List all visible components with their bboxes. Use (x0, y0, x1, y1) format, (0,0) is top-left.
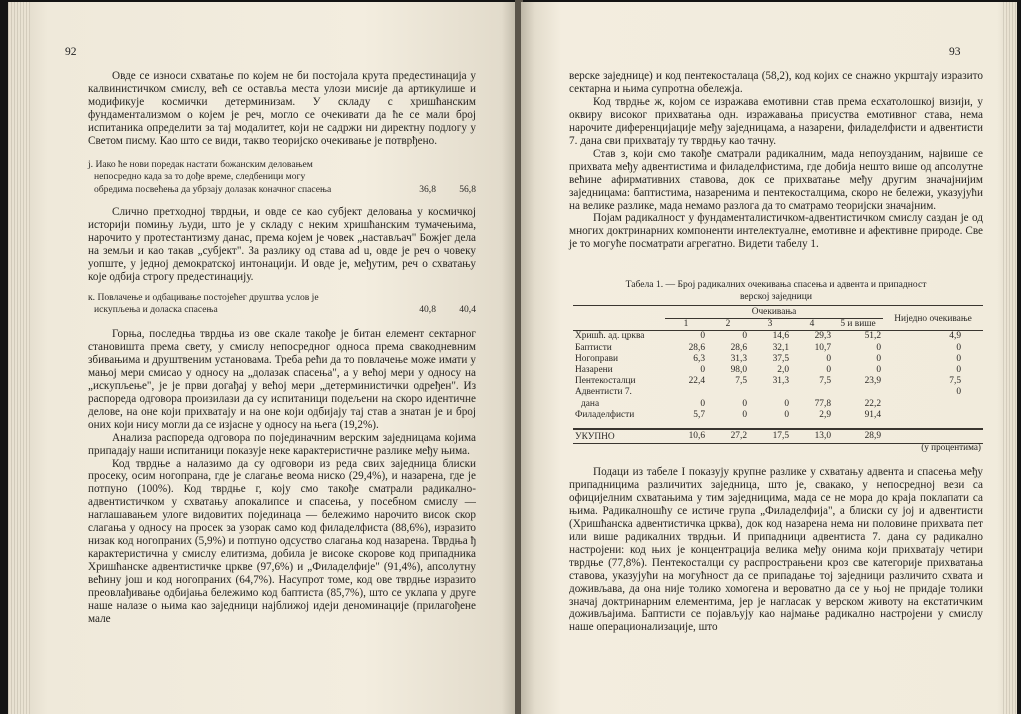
column-header: Ниједно очекивање (894, 313, 972, 324)
table-row: Пентекосталци 22,4 7,5 31,3 7,5 23,9 7,5 (575, 376, 961, 387)
paragraph: Подаци из табеле I показују крупне разлике у схватању адвента и спасења међу припадницима различитих заједница, што је, свакако, у непосредној вези са официјелним схватањима у тим заједницима, мада се не мора до краја поклапати са њима. Радикалношћу се истиче група „Филаделфија", а блиски су јој и адвентисти (Хришћанска адвентистичка црква), док код назарена нема ни половине прихвата пет или више радикалних тврдњи. И припадници адвентиста 7. дана су радикално настројени: код њих је концентрација велика међу онима који прихватају четири тврдње (77,8%). Пентекосталци су распрострањени кроз све категорије прихватања ставова, указујући на могућност да се припадање тој заједници различито схвата и доживљава, да она није толико хомогена и вероватно да се у њој не придаје толики значај доктринарним елементима, јер је нагласак у верском животу на екстатичким доживљајима. Баптисти се појављују као најмање радикално настројени у смислу наше операционализације, што (569, 466, 983, 634)
column-header: 1 (683, 319, 689, 330)
table-row: дана 0 0 0 77,8 22,2 (581, 398, 881, 409)
table-row: Назарени 0 98,0 2,0 0 0 0 (575, 365, 961, 376)
table-caption: Табела 1. — Број радикалних очекивања спасења и адвента и припадност верској заједници (625, 279, 927, 302)
table-row: Хришћ. ад. црква 0 0 14,6 29,3 51,2 4,9 (575, 331, 961, 342)
table-total-row: УКУПНО 10,6 27,2 17,5 13,0 28,9 (573, 429, 983, 444)
paragraph: верске заједнице) и код пентекосталаца (58,2), код којих се снажно укрштају изразито сектарна и њима супротна обележја. Код тврдње ж, којом се изражава емотивни став према есхатолошкој визији, у оквиру високог прихватања одн. изражавања присуства емотивног става, нема нарочите диференцијације међу заједницама, а назарени, филаделфисти и адвентисти 7. дана сви прихватају ту тврдњу као тачну. Став з, који смо такође сматрали радикалним, мада непоузданим, највише се прихвата међу адвентистима и филаделфистима, где добија нешто више од апсолутне већине афирмативних ставова, док се прихватање међу другим значајнијим заједницама: баптистима, назаренима и пентекосталцима, скоро не бележи, указујући на велике разлике, мада немамо разлога да то сматрамо теоријски значајним. Појам радикалност у фундаменталистичком-адвентистичком смислу саздан је од многих доктринарних компоненти интелектуалне, емотивне и афективне природе. Све је то могуће посматрати агрегатно. Видети табелу 1. (569, 70, 983, 251)
right-page (521, 2, 1017, 714)
paragraph: Горња, последња тврдња из ове скале такође је битан елемент сектарног становишта према свету, у смислу непосредног односа према свакодневним збивањима и друштвеним установама. Треба рећи да то повлачење може имати у мањој мери смисао у односу на „долазак спасења", а у већој мери у односу на „искупљење", је је први догађај у већој мери „детерминистички одређен". Из распореда одговора произилази да су испитаници подељени на скоро идентичне делове, на оне који прихватају и на оне који одбијају тај став а знатан је и број оних који нису могли да се изјасне у односу на њега (19,2%). Анализа распореда одговора по појединачним верским заједницама којима припадају наши испитаници показује неке карактеристичне разлике међу њима. Код тврдње а налазимо да су одговори из реда свих заједница блиски просеку, осим ногопрана, где је слагање веома ниско (29,4%), и назарена, где је потпуно (100%). Код тврдње г, коју смо такође сматрали радикално-адвентистичком у схватању апокалипсе и спасења, у посебном смислу — наглашавањем улоге видовитих појединаца — бележимо нарочито висок скор слагања у односу на просек за узорак само код филаделфиста (88,6%), изразито низак код ногопраних (5,9%) и потпуно одсуство слагања код назарена. Тврдња ђ карактеристична у смислу елитизма, добила је високе скорове код припадника Хришћанске адвентистичке цркве (97,6%) и „Филаделфије" (91,4%), апсолутну већину још и код ногопраних (64,7%). Насупрот томе, код ове тврдње изразито преовлађивање одбијања бележимо код баптиста (85,7%), што се уклапа у друге наше налазе о њима као заједници најближој идеји деноминације (прилагођене мале (88, 328, 476, 625)
item-label: непосредно када за то дође време, следбеници могу (94, 171, 306, 183)
column-header: 3 (767, 319, 773, 330)
item-label: обредима посвећења да убрзају долазак коначног спасења (94, 183, 332, 195)
page-number: 92 (65, 46, 77, 58)
item-label: ј. Иако ће нови поредак настати божанским деловањем (88, 159, 313, 170)
table-unit-note: (у процентима) (921, 442, 981, 452)
paragraph: Слично претходној тврдњи, и овде се као субјект деловања у космичкој историји помињу људи, што је у складу с неким хришћанским тумачењима, нарочито у протестантизму данас, према којем је човек „настављач" Божјег дела на земљи и као такав „субјект". За разлику од става ad u, овде је реч о човеку уопште, у једној демократској интонацији. И овде је, међутим, реч о схватању које одбија строгу предестинацију. (88, 206, 476, 283)
item-value: 36,8 (419, 183, 436, 195)
page-number: 93 (949, 46, 961, 58)
page-edge-stack (1003, 2, 1017, 714)
left-page (8, 2, 517, 714)
column-header: 2 (725, 319, 731, 330)
table-row: Баптисти 28,6 28,6 32,1 10,7 0 0 (575, 342, 961, 353)
table-rule (573, 305, 983, 306)
table-row: Адвентисти 7. 0 (575, 387, 961, 398)
item-label: искупљења и доласка спасења (94, 304, 218, 316)
data-table (573, 307, 983, 444)
table-row: Филаделфисти 5,7 0 0 2,9 91,4 (575, 409, 881, 420)
item-value: 40,4 (459, 304, 476, 316)
item-label: к. Повлачење и одбацивање постојећег друштва услов је (88, 292, 319, 303)
item-value: 40,8 (419, 304, 436, 316)
table-row: Ногоправи 6,3 31,3 37,5 0 0 0 (575, 353, 961, 364)
group-header: Очекивања (665, 307, 883, 319)
item-value: 56,8 (459, 183, 476, 195)
column-header: 5 и више (840, 319, 876, 330)
page-edge-stack (8, 2, 30, 714)
column-header: 4 (809, 319, 815, 330)
scale-item-j (88, 159, 476, 199)
scale-item-k (88, 292, 476, 320)
paragraph: Овде се износи схватање по којем не би постојала крута предестинација у калвинистичком смислу, већ се оставља места улози мисије да артикулише и модификује космички детерминизам. У складу с хришћанским фундаментализмом о којем је реч, могло се очекивати да ће се мали број испитаника определити за тај модалитет, који не садржи ни директну подлогу у Светом писму. Као што се види, такво теоријско очекивање је потврђено. (88, 70, 476, 147)
